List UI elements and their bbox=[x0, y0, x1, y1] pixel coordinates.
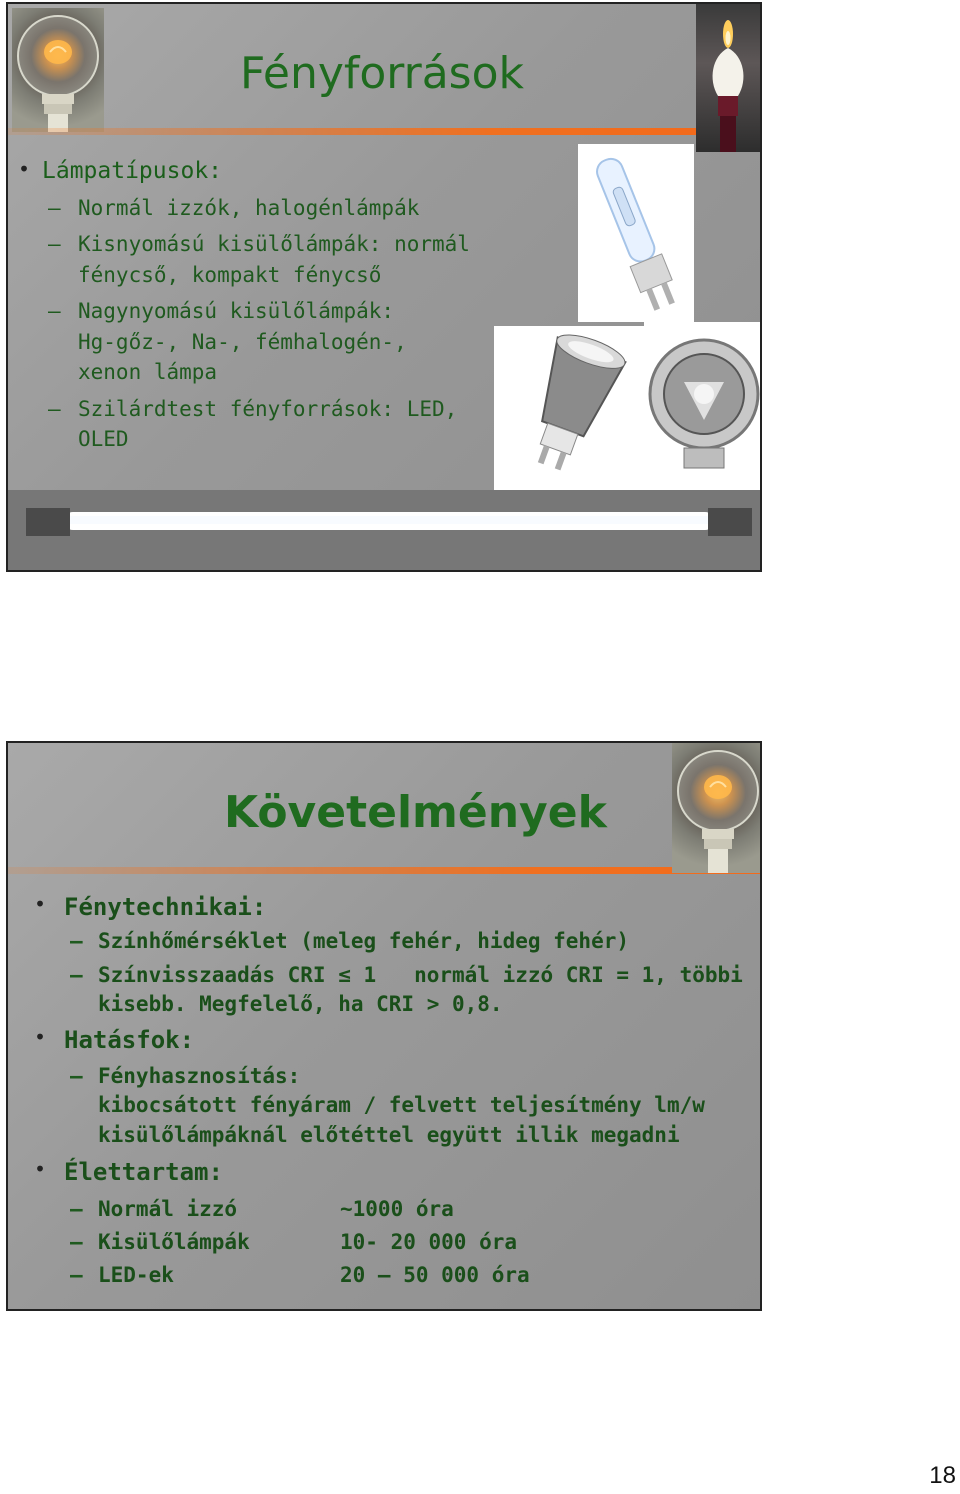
title-underline bbox=[8, 867, 762, 874]
list-item: – Szilárdtest fényforrások: LED, OLED bbox=[48, 396, 458, 452]
light-bulb-photo bbox=[672, 743, 762, 873]
lamp-types-list bbox=[8, 156, 508, 455]
bullet-icon: • bbox=[34, 892, 47, 916]
slide-title: Fényforrások bbox=[240, 48, 525, 99]
fluorescent-tube-photo bbox=[8, 490, 762, 572]
section-heading: • Hatásfok: bbox=[34, 1024, 195, 1054]
list-item: – Színhőmérséklet (meleg fehér, hideg fehér) bbox=[70, 929, 630, 954]
section-heading: • Fénytechnikai: bbox=[34, 892, 267, 921]
lifetime-row: – Normál izzó ~1000 óra bbox=[70, 1196, 454, 1221]
lifetime-row: – Kisülőlámpák 10- 20 000 óra bbox=[70, 1229, 518, 1254]
reflector-lamp-photo bbox=[644, 322, 762, 490]
bullet-icon: • bbox=[18, 157, 31, 181]
list-item: – Színvisszaadás CRI ≤ 1 normál izzó CRI = 1, többi kisebb. Megfelelő, ha CRI > 0,8. bbox=[70, 962, 743, 1017]
title-underline bbox=[8, 128, 698, 135]
list-item: – Nagynyomású kisülőlámpák: Hg-gőz-, Na-, fémhalogén-, xenon lámpa bbox=[48, 299, 407, 385]
list-item: – Kisnyomású kisülőlámpák: normál fénycső, kompakt fénycső bbox=[48, 232, 470, 287]
light-bulb-photo bbox=[12, 8, 104, 132]
slide-kovetelmenyek bbox=[6, 741, 762, 1311]
requirements-list bbox=[8, 891, 762, 1291]
metal-halide-lamp-photo bbox=[578, 144, 694, 322]
slide-fenyforrasok bbox=[6, 2, 762, 572]
bullet-icon: • bbox=[34, 1157, 47, 1182]
candle-bulb-photo bbox=[696, 4, 762, 152]
list-item: – Normál izzók, halogénlámpák bbox=[48, 196, 420, 221]
list-heading: • Lámpatípusok: bbox=[18, 157, 223, 184]
slide-title: Követelmények bbox=[224, 787, 607, 838]
lifetime-row: – LED-ek 20 – 50 000 óra bbox=[70, 1263, 530, 1288]
bullet-icon: • bbox=[34, 1024, 47, 1049]
list-item: – Fényhasznosítás: kibocsátott fényáram / felvett teljesítmény lm/w kisülőlámpáknál előtéttel együtt illik megadni bbox=[70, 1063, 705, 1147]
page-number: 18 bbox=[929, 1462, 956, 1489]
section-heading: • Élettartam: bbox=[34, 1157, 223, 1187]
led-spot-photo bbox=[494, 326, 646, 492]
